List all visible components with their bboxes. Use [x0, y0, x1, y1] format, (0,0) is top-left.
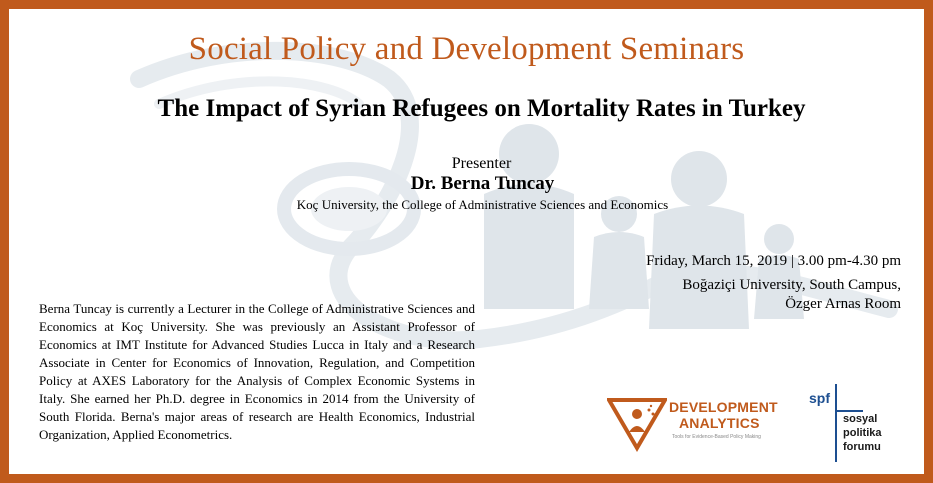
da-tagline: Tools for Evidence-Based Policy Making [672, 434, 761, 440]
presenter-affiliation: Koç University, the College of Administrative Sciences and Economics [296, 197, 669, 212]
event-datetime: Friday, March 15, 2019 | 3.00 pm-4.30 pm [646, 253, 901, 269]
spf-word-3: forumu [843, 441, 881, 453]
presenter-bio: Berna Tuncay is currently a Lecturer in the College of Administrative Sciences and Economics at Koç University. She was previously an Assistant Professor of Economics at IMT Institute for Advanced Studies Lucca in Italy and a Research Associate in Center for Economics of Innovation, Regulation, and Competition Policy at AXES Laboratory for the Analysis of Complex Economic Systems in Italy. She earned her Ph.D. degree in Economics in 2014 from the University of South Florida. Berna's major areas of research are Health Economics, Industrial Organization, Applied Econometrics. [39, 301, 475, 442]
da-line1: DEVELOPMENT [669, 399, 778, 415]
spf-word-1: sosyal [843, 413, 878, 425]
spf-word-2: politika [843, 427, 882, 439]
talk-title: The Impact of Syrian Refugees on Mortality Rates in Turkey [157, 95, 806, 122]
presenter-name: Dr. Berna Tuncay [410, 173, 555, 194]
series-title: Social Policy and Development Seminars [188, 31, 745, 67]
spf-vertical-rule [835, 384, 837, 462]
spf-logo [799, 384, 909, 464]
development-analytics-logo [607, 392, 777, 452]
presenter-label: Presenter [451, 155, 512, 172]
spf-words [843, 412, 882, 454]
da-line2: ANALYTICS [679, 415, 760, 431]
event-venue-line1: Boğaziçi University, South Campus, [682, 277, 901, 293]
event-venue-line2: Özger Arnas Room [785, 296, 901, 312]
development-analytics-name [669, 399, 778, 431]
development-analytics-emblem-icon [607, 392, 667, 452]
event-details [646, 250, 901, 315]
spf-abbreviation: spf [809, 390, 830, 406]
